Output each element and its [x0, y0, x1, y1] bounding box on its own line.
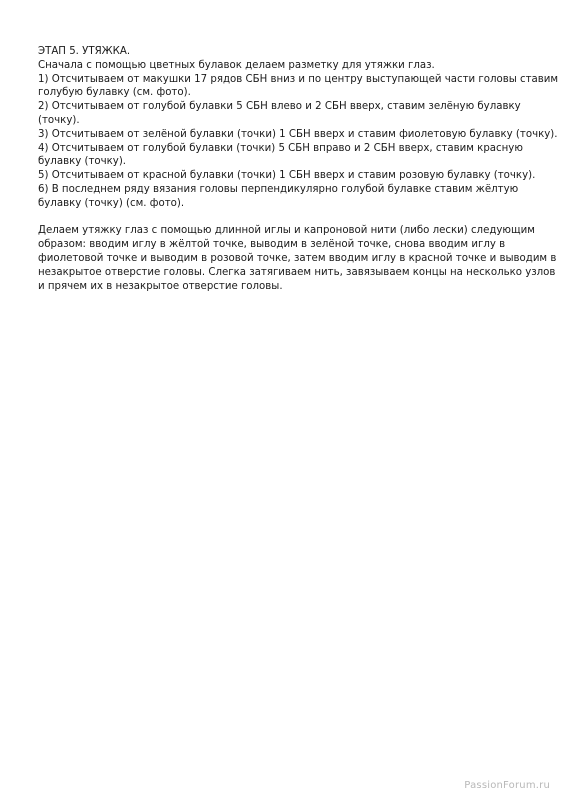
step-5-line-1: 5) Отсчитываем от красной булавки (точки) 1 СБН вверх и ставим розовую булавку (точку). — [38, 170, 536, 182]
paragraph-gap — [38, 211, 538, 225]
step-6-line-2: булавку (точку) (см. фото). — [38, 197, 185, 209]
step-4-line-1: 4) Отсчитываем от голубой булавки (точки) 5 СБН вправо и 2 СБН вверх, ставим красную — [38, 142, 523, 154]
paragraph-line-2: образом: вводим иглу в жёлтой точке, выводим в зелёной точке, снова вводим иглу в — [38, 239, 506, 251]
step-6-line-1: 6) В последнем ряду вязания головы перпендикулярно голубой булавке ставим жёлтую — [38, 183, 519, 195]
paragraph-line-4: незакрытое отверстие головы. Слегка затягиваем нить, завязываем концы на несколько узлов — [38, 266, 556, 278]
step-2-line-1: 2) Отсчитываем от голубой булавки 5 СБН влево и 2 СБН вверх, ставим зелёную булавку — [38, 101, 521, 113]
step-4-line-2: булавку (точку). — [38, 156, 127, 168]
step-2-line-2: (точку). — [38, 114, 80, 126]
paragraph-line-3: фиолетовой точке и выводим в розовой точке, затем вводим иглу в красной точке и выводим в — [38, 252, 557, 264]
intro-line: Сначала с помощью цветных булавок делаем разметку для утяжки глаз. — [38, 59, 435, 71]
watermark: PassionForum.ru — [464, 780, 550, 791]
stage-title: ЭТАП 5. УТЯЖКА. — [38, 46, 131, 57]
step-1-line-2: голубую булавку (см. фото). — [38, 87, 191, 99]
document-body — [38, 45, 559, 293]
step-1-line-1: 1) Отсчитываем от макушки 17 рядов СБН вниз и по центру выступающей части головы ставим — [38, 73, 559, 85]
paragraph-line-1: Делаем утяжку глаз с помощью длинной иглы и капроновой нити (либо лески) следующим — [38, 225, 535, 237]
step-3-line-1: 3) Отсчитываем от зелёной булавки (точки) 1 СБН вверх и ставим фиолетовую булавку (точку). — [38, 128, 558, 140]
paragraph-line-5: и прячем их в незакрытое отверстие головы. — [38, 280, 283, 292]
